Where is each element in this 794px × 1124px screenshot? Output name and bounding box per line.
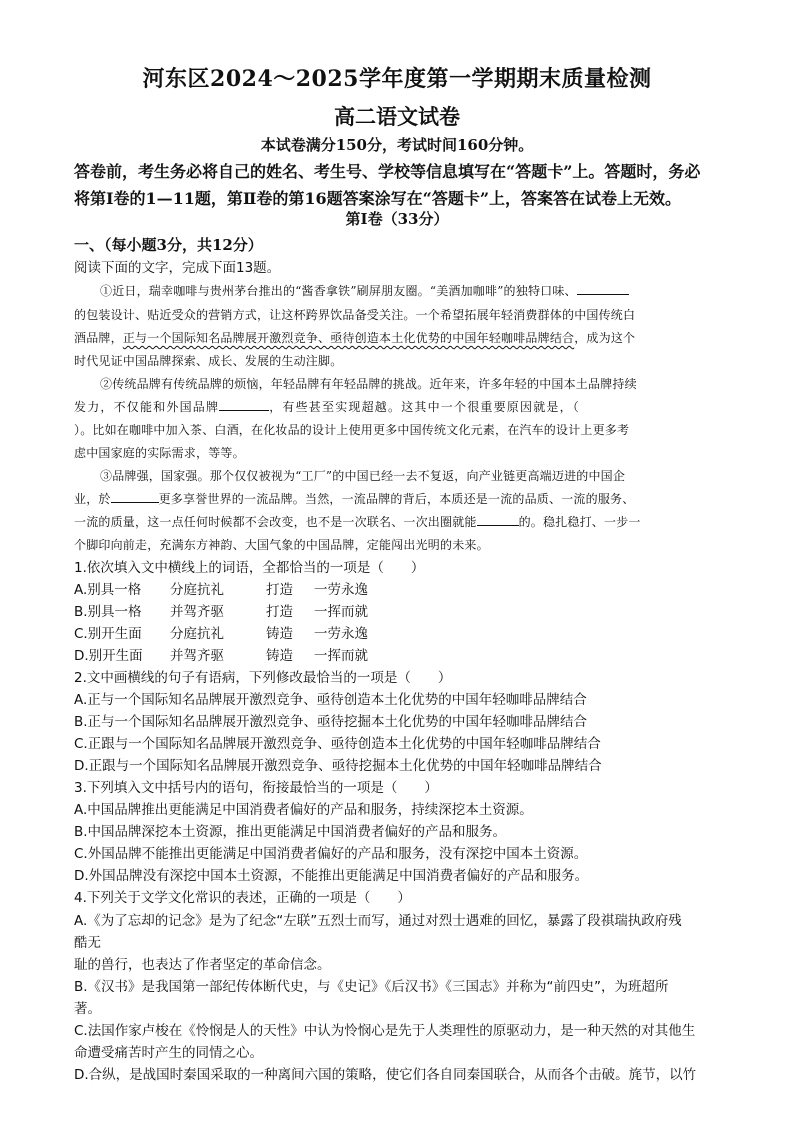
- exam-title: 河东区2024～2025学年度第一学期期末质量检测: [142, 66, 652, 92]
- q3-option-a: A.中国品牌推出更能满足中国消费者偏好的产品和服务，持续深挖本土资源。: [74, 802, 533, 818]
- passage-text: 的。稳扎稳打、一步一: [518, 515, 641, 529]
- passage-text: ，有些甚至实现超越。这其中一个很重要原因就是，（: [269, 400, 581, 414]
- q4-option-a-line-1: A.《为了忘却的记念》是为了纪念“左联”五烈士而写，通过对烈士遇难的回忆，暴露了段祺瑞执政府残: [74, 913, 682, 929]
- passage-line: ③品牌强，国家强。那个仅仅被视为“工厂”的中国已经一去不复返，向产业链更高端迈进的中国企: [100, 469, 626, 483]
- q4-option-c-line-1: C.法国作家卢梭在《怜悯是人的天性》中认为怜悯心是先于人类理性的原驱动力，是一种天然的对其他生: [74, 1023, 696, 1039]
- instruction-line-1: 答卷前，考生务必将自己的姓名、考生号、学校等信息填写在“答题卡”上。答题时，务必: [74, 162, 701, 181]
- q3-option-c: C.外国品牌不能推出更能满足中国消费者偏好的产品和服务，没有深挖中国本土资源。: [74, 846, 588, 862]
- passage-line: [74, 396, 724, 418]
- passage-text: ①近日，瑞幸咖啡与贵州茅台推出的“酱香拿铁”刷屏朋友圈。“美酒加咖啡”的独特口味、: [100, 284, 577, 298]
- passage-line: ②传统品牌有传统品牌的烦恼，年轻品牌有年轻品牌的挑战。近年来，许多年轻的中国本土品牌持续: [100, 377, 637, 391]
- q1-option-b-word-1: B.别具一格: [74, 604, 142, 620]
- section-intro: 阅读下面的文字，完成下面13题。: [74, 260, 281, 276]
- q2-option-d: D.正跟与一个国际知名品牌展开激烈竞争、亟待挖掘本土化优势的中国年轻咖啡品牌结合: [74, 758, 602, 774]
- part-heading: 第Ⅰ卷（33分）: [345, 210, 449, 228]
- passage-text: 业，於: [74, 492, 111, 506]
- q4-option-b-line-1: B.《汉书》是我国第一部纪传体断代史，与《史记》《后汉书》《三国志》并称为“前四史”，为班超所: [74, 979, 669, 995]
- q1-option-d-word-4: 一挥而就: [314, 648, 368, 664]
- fill-blank-3: [111, 490, 159, 503]
- q4-option-c-line-2: 命遭受痛苦时产生的同情之心。: [74, 1045, 263, 1061]
- question-2-stem: 2.文中画横线的句子有语病，下列修改最恰当的一项是（ ）: [74, 670, 452, 686]
- passage-line: 个脚印向前走，充满东方神韵、大国气象的中国品牌，定能闯出光明的未来。: [74, 538, 489, 552]
- q4-option-d-line-1: D.合纵，是战国时秦国采取的一种离间六国的策略，使它们各自同秦国联合，从而各个击破。旄节，以竹: [74, 1067, 697, 1083]
- q1-option-d-word-2: 并驾齐驱: [170, 648, 224, 664]
- q1-option-c-word-3: 铸造: [266, 626, 293, 642]
- question-1-stem: 1.依次填入文中横线上的词语，全都恰当的一项是（ ）: [74, 560, 425, 576]
- q2-option-b: B.正与一个国际知名品牌展开激烈竞争、亟待挖掘本土化优势的中国年轻咖啡品牌结合: [74, 714, 588, 730]
- instructions: [74, 158, 722, 212]
- q1-option-d-word-3: 铸造: [266, 648, 293, 664]
- passage-text: 更多享誉世界的一流品牌。当然，一流品牌的背后，本质还是一流的品质、一流的服务、: [158, 492, 635, 506]
- section-heading: 一、（每小题3分，共12分）: [74, 236, 263, 254]
- q1-option-b-word-3: 打造: [266, 604, 293, 620]
- q1-option-d-word-1: D.别开生面: [74, 648, 143, 664]
- passage-line: [74, 488, 724, 510]
- passage-line: [74, 511, 724, 533]
- passage-line: [74, 327, 724, 349]
- q3-option-b: B.中国品牌深挖本土资源，推出更能满足中国消费者偏好的产品和服务。: [74, 824, 507, 840]
- q1-option-c-word-4: 一劳永逸: [314, 626, 368, 642]
- q1-option-b-word-4: 一挥而就: [314, 604, 368, 620]
- q1-option-a-word-1: A.别具一格: [74, 582, 142, 598]
- exam-subtitle: 高二语文试卷: [334, 104, 460, 129]
- q1-option-a-word-2: 分庭抗礼: [170, 582, 224, 598]
- q1-option-c-word-2: 分庭抗礼: [170, 626, 224, 642]
- q2-option-a: A.正与一个国际知名品牌展开激烈竞争、亟待创造本土化优势的中国年轻咖啡品牌结合: [74, 692, 587, 708]
- question-4-stem: 4.下列关于文学文化常识的表述，正确的一项是（ ）: [74, 890, 411, 906]
- q1-option-c-word-1: C.别开生面: [74, 626, 142, 642]
- passage-line: 虑中国家庭的实际需求，等等。: [74, 446, 245, 460]
- q4-option-a-line-2: 酷无: [74, 935, 101, 951]
- q1-option-a-word-3: 打造: [266, 582, 293, 598]
- passage-line: 的包装设计、贴近受众的营销方式，让这杯跨界饮品备受关注。一个希望拓展年轻消费群体的中国传统白: [74, 308, 636, 322]
- q1-option-a-word-4: 一劳永逸: [314, 582, 368, 598]
- score-note: 本试卷满分150分，考试时间160分钟。: [260, 136, 534, 154]
- passage-text: ，成为这个: [574, 331, 636, 345]
- passage-text: 一流的质量，这一点任何时候都不会改变，也不是一次联名、一次出圈就能: [74, 515, 477, 529]
- passage-line: ）。比如在咖啡中加入茶、白酒，在化妆品的设计上使用更多中国传统文化元素，在汽车的设计上更多考: [74, 423, 630, 437]
- q1-option-b-word-2: 并驾齐驱: [170, 604, 224, 620]
- fill-blank-1: [577, 282, 629, 295]
- instruction-line-2: 将第Ⅰ卷的1—11题，第Ⅱ卷的第16题答案涂写在“答题卡”上，答案答在试卷上无效。: [74, 189, 682, 208]
- q3-option-d: D.外国品牌没有深挖中国本土资源，不能推出更能满足中国消费者偏好的产品和服务。: [74, 868, 589, 884]
- passage-text: 发力，不仅能和外国品牌: [74, 400, 220, 414]
- fill-blank-4: [477, 513, 519, 526]
- q4-option-b-line-2: 著。: [74, 1001, 101, 1017]
- passage-line: 时代见证中国品牌探索、成长、发展的生动注脚。: [74, 354, 343, 368]
- passage-text: 酒品牌，: [74, 331, 123, 345]
- question-3-stem: 3.下列填入文中括号内的语句，衔接最恰当的一项是（ ）: [74, 780, 438, 796]
- q2-option-c: C.正跟与一个国际知名品牌展开激烈竞争、亟待创造本土化优势的中国年轻咖啡品牌结合: [74, 736, 601, 752]
- passage-line: [100, 280, 724, 302]
- fill-blank-2: [219, 398, 269, 411]
- q4-option-a-line-3: 耻的兽行，也表达了作者坚定的革命信念。: [74, 957, 331, 973]
- underlined-sentence: 正与一个国际知名品牌展开激烈竞争、亟待创造本土化优势的中国年轻咖啡品牌结合: [122, 331, 575, 345]
